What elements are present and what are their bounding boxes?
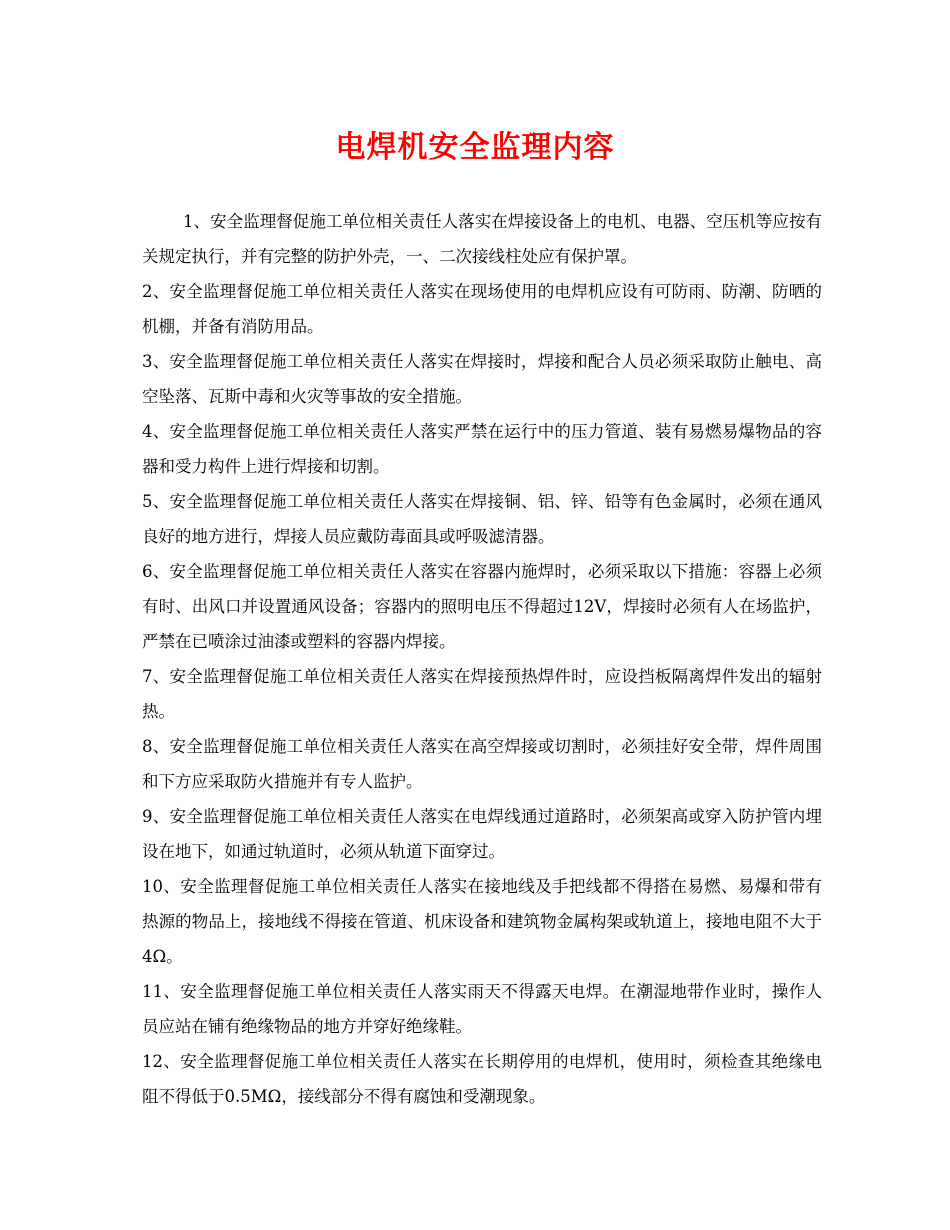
paragraph-3: 3、安全监理督促施工单位相关责任人落实在焊接时，焊接和配合人员必须采取防止触电、高空坠落、瓦斯中毒和火灾等事故的安全措施。 [142,352,822,406]
paragraph-5: 5、安全监理督促施工单位相关责任人落实在焊接铜、铝、锌、铅等有色金属时，必须在通风良好的地方进行，焊接人员应戴防毒面具或呼吸滤清器。 [142,492,822,546]
paragraph-11: 11、安全监理督促施工单位相关责任人落实雨天不得露天电焊。在潮湿地带作业时，操作人员应站在铺有绝缘物品的地方并穿好绝缘鞋。 [142,982,822,1036]
document-title: 电焊机安全监理内容 [335,130,615,165]
paragraph-6: 6、安全监理督促施工单位相关责任人落实在容器内施焊时，必须采取以下措施：容器上必须有时、出风口并设置通风设备；容器内的照明电压不得超过12V，焊接时必须有人在场监护，严禁在已喷涂过油漆或塑料的容器内焊接。 [142,562,822,651]
document-body [142,204,822,1114]
paragraph-1: 1、安全监理督促施工单位相关责任人落实在焊接设备上的电机、电器、空压机等应按有关规定执行，并有完整的防护外壳，一、二次接线柱处应有保护罩。 [142,212,822,266]
paragraph-8: 8、安全监理督促施工单位相关责任人落实在高空焊接或切割时，必须挂好安全带，焊件周围和下方应采取防火措施并有专人监护。 [142,737,822,791]
paragraph-9: 9、安全监理督促施工单位相关责任人落实在电焊线通过道路时，必须架高或穿入防护管内埋设在地下，如通过轨道时，必须从轨道下面穿过。 [142,807,822,861]
paragraph-10: 10、安全监理督促施工单位相关责任人落实在接地线及手把线都不得搭在易燃、易爆和带有热源的物品上，接地线不得接在管道、机床设备和建筑物金属构架或轨道上，接地电阻不大于4Ω。 [142,877,822,966]
paragraph-12: 12、安全监理督促施工单位相关责任人落实在长期停用的电焊机，使用时，须检查其绝缘电阻不得低于0.5MΩ，接线部分不得有腐蚀和受潮现象。 [142,1052,822,1106]
paragraph-4: 4、安全监理督促施工单位相关责任人落实严禁在运行中的压力管道、装有易燃易爆物品的容器和受力构件上进行焊接和切割。 [142,422,822,476]
paragraph-7: 7、安全监理督促施工单位相关责任人落实在焊接预热焊件时，应设挡板隔离焊件发出的辐射热。 [142,667,822,721]
paragraph-2: 2、安全监理督促施工单位相关责任人落实在现场使用的电焊机应设有可防雨、防潮、防晒的机棚，并备有消防用品。 [142,282,822,336]
